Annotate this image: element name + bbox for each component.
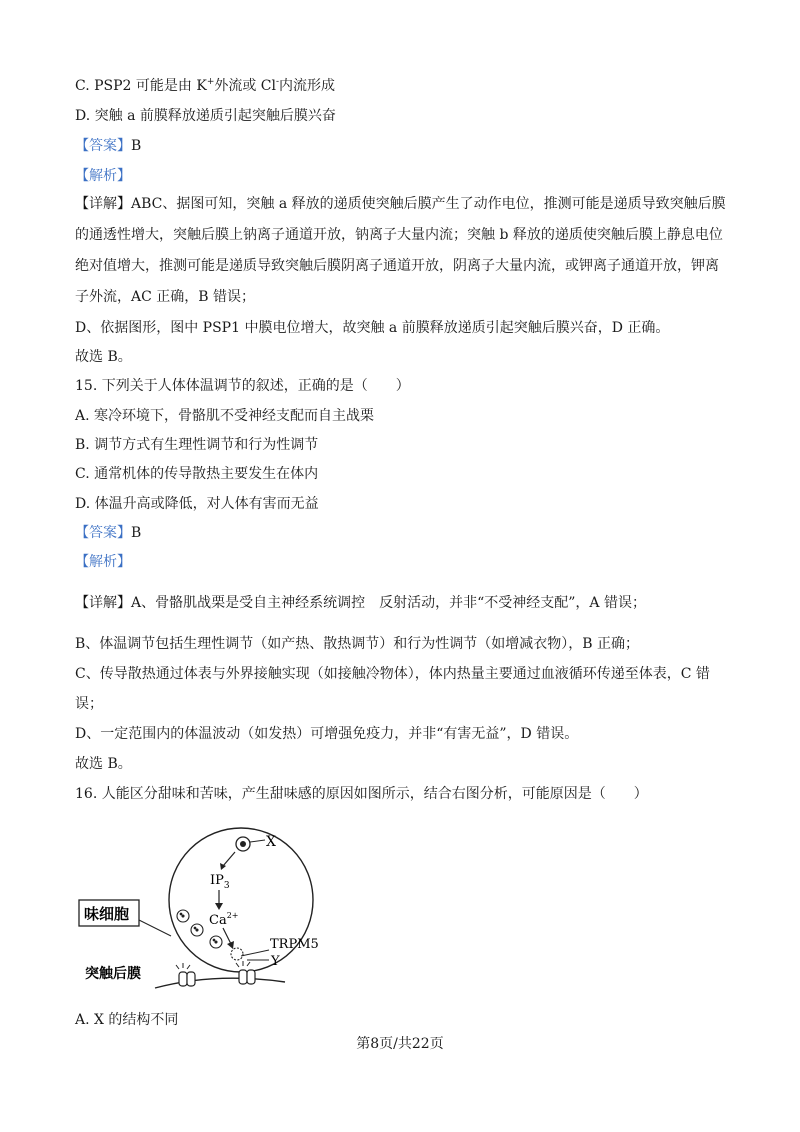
q16-question: 16. 人能区分甜味和苦味，产生甜味感的原因如图所示，结合右图分析，可能原因是（ ） [75,786,648,802]
membrane-receptors [176,961,255,986]
q14-analysis-tag: 【解析】 [75,168,131,184]
page-footer: 第8页/共22页 [356,1036,444,1052]
answer-tag: 【答案】 [75,525,131,541]
q15-answer [75,523,141,543]
detail-tag: 【详解】 [75,196,131,212]
q15-option-b: B. 调节方式有生理性调节和行为性调节 [75,437,319,453]
q14-detail-line-1: 【详解】ABC、据图可知，突触 a 释放的递质使突触后膜产生了动作电位，推测可能是递质导致突触后膜 [75,196,726,212]
answer-tag: 【答案】 [75,138,131,154]
q14-detail-line-5: D、依据图形，图中 PSP1 中膜电位增大，故突触 a 前膜释放递质引起突触后膜兴奋，D 正确。 [75,320,670,336]
label-taste-cell: 味细胞 [84,905,130,923]
q14-detail-line-3: 绝对值增大，推测可能是递质导致突触后膜阴离子通道开放，阴离子大量内流，或钾离子通道开放，钾离 [75,258,719,274]
answer-value: B [131,138,142,154]
label-y: Y [271,954,280,969]
q14-option-c: C. PSP2 可能是由 K+外流或 Cl-内流形成 [75,77,336,94]
q15-detail-line-6: 故选 B。 [75,756,132,772]
taste-cell-diagram [75,820,345,1000]
label-ip3: $IP_3$ [210,873,230,891]
q14-option-d: D. 突触 a 前膜释放递质引起突触后膜兴奋 [75,108,336,124]
q15-option-a: A. 寒冷环境下，骨骼肌不受神经支配而自主战栗 [75,408,375,424]
q14-detail-line-4: 子外流，AC 正确，B 错误； [75,289,256,305]
label-postsynaptic-membrane: 突触后膜 [85,966,141,982]
q15-detail-line-5: D、一定范围内的体温波动（如发热）可增强免疫力，并非“有害无益”，D 错误。 [75,726,579,742]
q15-detail-line-2: B、体温调节包括生理性调节（如产热、散热调节）和行为性调节（如增减衣物），B 正确； [75,636,640,652]
label-x: X [266,834,276,850]
q15-detail-line-1: 【详解】A、骨骼肌战栗是受自主神经系统调控 反射活动，并非“不受神经支配”，A 错误； [75,595,646,611]
q15-detail-line-4: 误； [75,696,103,712]
q15-question: 15. 下列关于人体体温调节的叙述，正确的是（ ） [75,378,410,394]
q15-option-d: D. 体温升高或降低，对人体有害而无益 [75,496,319,512]
answer-value: B [131,525,142,541]
detail-tag: 【详解】 [75,595,131,611]
q15-detail-line-3: C、传导散热通过体表与外界接触实现（如接触冷物体），体内热量主要通过血液循环传递至体表，C 错 [75,666,710,682]
label-trpm5: TRPM5 [270,937,319,952]
q14-detail-line-6: 故选 B。 [75,349,132,365]
label-calcium: $Ca^{2+}$ [209,911,239,928]
postsynaptic-membrane [155,978,285,988]
q15-analysis-tag: 【解析】 [75,554,131,570]
q15-option-c: C. 通常机体的传导散热主要发生在体内 [75,466,319,482]
q14-detail-line-2: 的通透性增大，突触后膜上钠离子通道开放，钠离子大量内流；突触 b 释放的递质使突触后膜上静息电位 [75,227,723,243]
q16-option-a: A. X 的结构不同 [75,1012,179,1028]
q14-answer [75,136,141,156]
